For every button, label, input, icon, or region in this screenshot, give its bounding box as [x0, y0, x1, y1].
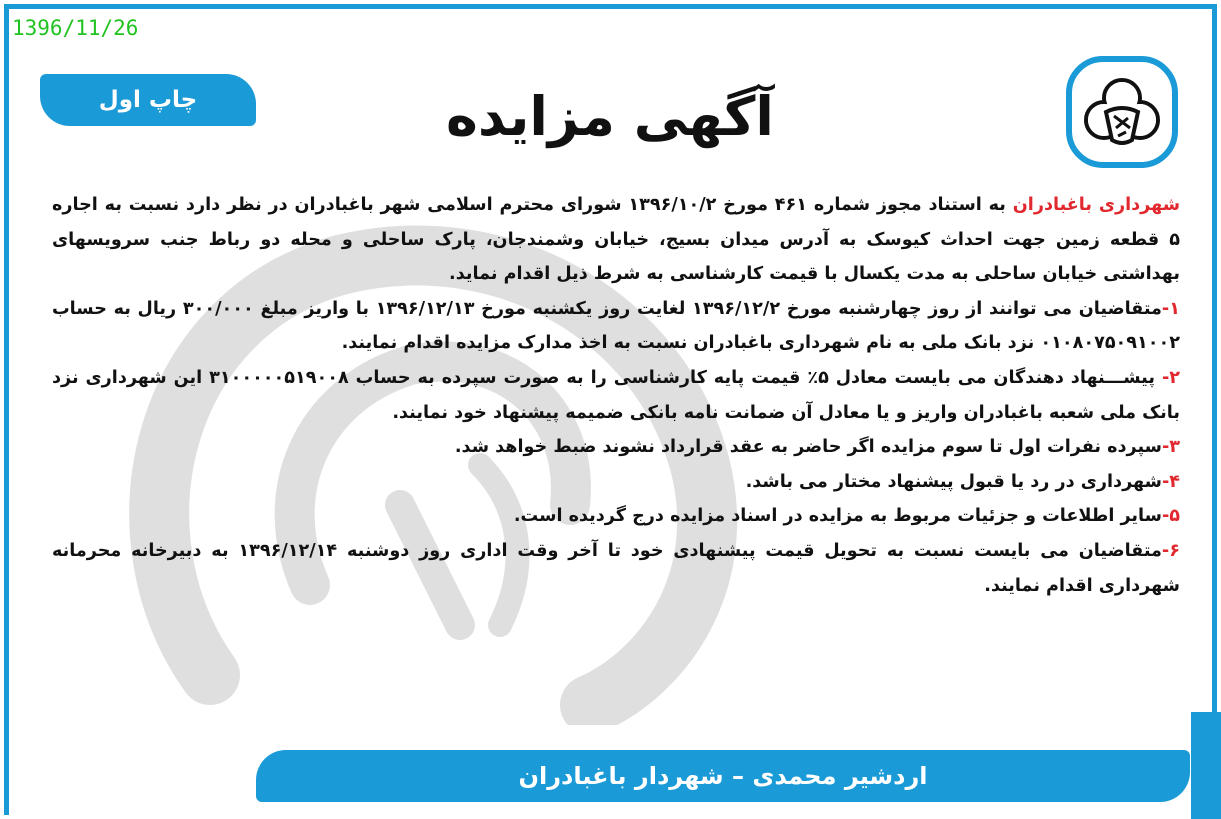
item-number: ۱-: [1161, 298, 1180, 319]
notice-body: [52, 188, 1180, 603]
list-item: [52, 361, 1180, 430]
list-item: [52, 430, 1180, 465]
item-number: ۳-: [1161, 437, 1180, 458]
item-number: ۲-: [1161, 367, 1180, 388]
item-text: پیشـــنهاد دهندگان می بایست معادل ۵٪ قیمت پایه کارشناسی را به صورت سپرده به حساب ۳۱۰۰۰۰۰۵۱۹۰۰۸ این شهرداری نزد بانک ملی شعبه باغبادران واریز و یا معادل آن ضمانت نامه بانکی ضمیمه پیشنهاد خود نمایند.: [52, 367, 1180, 423]
item-number: ۶-: [1161, 540, 1180, 561]
municipality-logo-icon: [1066, 56, 1178, 168]
item-text: متقاضیان می بایست نسبت به تحویل قیمت پیشنهادی خود تا آخر وقت اداری روز دوشنبه ۱۳۹۶/۱۲/۱۴ به دبیرخانه محرمانه شهرداری اقدام نمایند.: [52, 540, 1180, 596]
intro-paragraph: [52, 188, 1180, 292]
corner-decoration: [1191, 712, 1221, 819]
item-text: شهرداری در رد یا قبول پیشنهاد مختار می باشد.: [745, 471, 1162, 492]
item-text: سایر اطلاعات و جزئیات مربوط به مزایده در اسناد مزایده درج گردیده است.: [513, 506, 1162, 527]
date-stamp: 1396/11/26: [12, 16, 139, 40]
list-item: [52, 499, 1180, 534]
item-number: ۵-: [1161, 506, 1180, 527]
item-number: ۴-: [1161, 471, 1180, 492]
item-text: سپرده نفرات اول تا سوم مزایده اگر حاضر به عقد قرارداد نشوند ضبط خواهد شد.: [454, 437, 1162, 458]
organization-name: شهرداری باغبادران: [1012, 195, 1180, 215]
edition-badge: چاپ اول: [40, 74, 256, 126]
item-text: متقاضیان می توانند از روز چهارشنبه مورخ ۱۳۹۶/۱۲/۲ لغایت روز یکشنبه مورخ ۱۳۹۶/۱۲/۱۳ با واریز مبلغ ۳۰۰/۰۰۰ ریال به حساب ۰۱۰۸۰۷۵۰۹۱۰۰۲ نزد بانک ملی به نام شهرداری باغبادران نسبت به اخذ مدارک مزایده اقدام نمایند.: [52, 298, 1180, 354]
list-item: [52, 534, 1180, 603]
intro-text: به استناد مجوز شماره ۴۶۱ مورخ ۱۳۹۶/۱۰/۲ شورای محترم اسلامی شهر باغبادران در نظر دارد نسبت به اجاره ۵ قطعه زمین جهت احداث کیوسک به آدرس میدان بسیج، خیابان وشمندجان، پارک ساحلی و محله دو رباط جنب سرویسهای بهداشتی خیابان ساحلی به مدت یکسال با قیمت کارشناسی به شرط ذیل اقدام نماید.: [52, 195, 1180, 285]
signature-bar: اردشیر محمدی – شهردار باغبادران: [256, 750, 1190, 802]
page-title: آگهی مزایده: [446, 85, 774, 148]
list-item: [52, 292, 1180, 361]
list-item: [52, 465, 1180, 500]
